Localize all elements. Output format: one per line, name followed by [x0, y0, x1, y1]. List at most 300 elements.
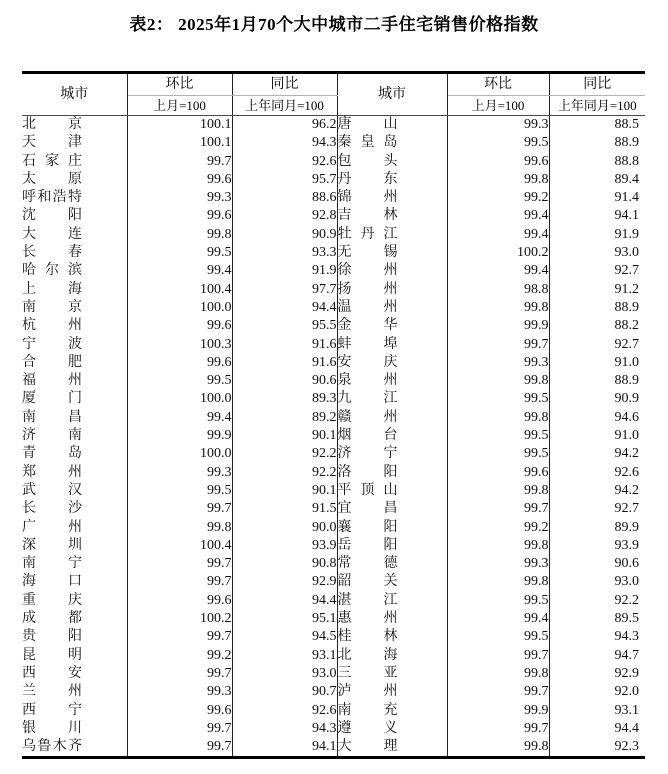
mom-cell: 100.2: [447, 244, 549, 262]
city-name: 南充: [337, 702, 398, 718]
mom-cell: 99.8: [447, 409, 549, 427]
city-name: 武汉: [22, 482, 82, 498]
city-name: 安庆: [337, 354, 398, 370]
yoy-cell: 88.9: [614, 299, 639, 315]
city-cell: [337, 317, 447, 335]
table-row: [22, 189, 645, 207]
table-row: [22, 226, 645, 244]
yoy-cell: 92.8: [232, 207, 337, 225]
yoy-cell: 91.9: [232, 262, 337, 280]
city-name: 平顶山: [337, 482, 398, 498]
city-name: 大连: [22, 226, 82, 242]
header-yoy-right: 同比: [549, 73, 645, 96]
table-row: [22, 464, 645, 482]
yoy-cell: 88.8: [614, 153, 639, 169]
mom-cell: 99.5: [127, 244, 232, 262]
city-name: 呼和浩特: [22, 190, 82, 206]
mom-cell: 99.4: [447, 262, 549, 280]
city-cell: [337, 702, 447, 720]
mom-cell: 99.7: [127, 738, 232, 758]
table-row: [22, 445, 645, 463]
city-name: 襄阳: [337, 519, 398, 535]
city-name: 福州: [22, 373, 82, 389]
yoy-cell: 91.0: [614, 428, 639, 444]
city-cell: [337, 445, 447, 463]
city-name: 赣州: [337, 409, 398, 425]
yoy-cell: 88.6: [232, 189, 337, 207]
city-name: 湛江: [337, 592, 398, 608]
table-row: [22, 555, 645, 573]
mom-cell: 100.1: [127, 134, 232, 152]
city-cell: [337, 226, 447, 244]
city-cell: [337, 519, 447, 537]
city-name: 扬州: [337, 281, 398, 297]
header-yoy-base-right: 上年同月=100: [549, 96, 645, 116]
yoy-cell: 95.7: [232, 171, 337, 189]
city-cell: [22, 189, 127, 207]
table-row: [22, 519, 645, 537]
table-row: [22, 573, 645, 591]
yoy-cell: 89.4: [614, 171, 639, 187]
yoy-cell: 95.5: [232, 317, 337, 335]
yoy-cell: 94.4: [232, 299, 337, 317]
city-cell: [337, 171, 447, 189]
mom-cell: 99.5: [447, 134, 549, 152]
mom-cell: 100.0: [127, 299, 232, 317]
table-body: [22, 116, 645, 758]
yoy-cell: 93.3: [232, 244, 337, 262]
header-mom-base-left: 上月=100: [127, 96, 232, 116]
city-name: 宜昌: [337, 501, 398, 517]
city-cell: [22, 317, 127, 335]
mom-cell: 99.3: [447, 354, 549, 372]
city-cell: [337, 500, 447, 518]
yoy-cell: 94.6: [614, 409, 639, 425]
city-name: 遵义: [337, 720, 398, 736]
table-row: [22, 720, 645, 738]
yoy-cell: 91.0: [614, 354, 639, 370]
yoy-cell: 91.6: [232, 336, 337, 354]
table-row: [22, 647, 645, 665]
header-yoy-left: 同比: [232, 73, 337, 96]
mom-cell: 99.5: [127, 372, 232, 390]
city-cell: [22, 299, 127, 317]
city-name: 合肥: [22, 354, 82, 370]
city-name: 深圳: [22, 537, 82, 553]
mom-cell: 99.8: [447, 299, 549, 317]
city-name: 上海: [22, 281, 82, 297]
city-name: 大理: [337, 739, 398, 755]
city-cell: [337, 262, 447, 280]
mom-cell: 99.9: [447, 317, 549, 335]
city-cell: [337, 134, 447, 152]
table-row: [22, 244, 645, 262]
city-cell: [22, 427, 127, 445]
city-name: 韶关: [337, 574, 398, 590]
yoy-cell: 94.2: [614, 446, 639, 462]
mom-cell: 99.6: [127, 354, 232, 372]
table-row: [22, 409, 645, 427]
city-name: 杭州: [22, 318, 82, 334]
mom-cell: 100.3: [127, 336, 232, 354]
city-cell: [337, 189, 447, 207]
mom-cell: 99.5: [447, 427, 549, 445]
mom-cell: 99.5: [447, 390, 549, 408]
city-name: 石家庄: [22, 153, 82, 169]
city-cell: [337, 153, 447, 171]
city-name: 宁波: [22, 336, 82, 352]
mom-cell: 99.8: [127, 519, 232, 537]
yoy-cell: 89.2: [232, 409, 337, 427]
city-cell: [22, 281, 127, 299]
header-row-measures: [22, 73, 645, 96]
mom-cell: 99.6: [127, 317, 232, 335]
table-row: [22, 610, 645, 628]
city-name: 桂林: [337, 629, 398, 645]
city-name: 兰州: [22, 684, 82, 700]
table-row: [22, 592, 645, 610]
yoy-cell: 92.9: [232, 573, 337, 591]
city-cell: [337, 592, 447, 610]
table-title: 表2： 2025年1月70个大中城市二手住宅销售价格指数: [129, 15, 539, 34]
city-name: 乌鲁木齐: [22, 739, 82, 755]
city-name: 北海: [337, 647, 398, 663]
mom-cell: 99.3: [127, 683, 232, 701]
city-name: 银川: [22, 720, 82, 736]
yoy-cell: 90.7: [232, 683, 337, 701]
mom-cell: 99.8: [447, 665, 549, 683]
mom-cell: 99.6: [127, 702, 232, 720]
city-name: 南昌: [22, 409, 82, 425]
mom-cell: 99.7: [127, 573, 232, 591]
mom-cell: 99.8: [447, 573, 549, 591]
city-cell: [22, 390, 127, 408]
header-city-right: 城市: [337, 73, 447, 116]
yoy-cell: 89.3: [232, 390, 337, 408]
city-cell: [337, 482, 447, 500]
city-name: 长沙: [22, 501, 82, 517]
mom-cell: 99.5: [127, 482, 232, 500]
city-cell: [337, 573, 447, 591]
table-row: [22, 683, 645, 701]
city-cell: [337, 207, 447, 225]
city-name: 南宁: [22, 556, 82, 572]
city-cell: [22, 134, 127, 152]
yoy-cell: 94.3: [232, 720, 337, 738]
yoy-cell: 93.0: [232, 665, 337, 683]
yoy-cell: 90.9: [232, 226, 337, 244]
yoy-cell: 92.2: [614, 592, 639, 608]
header-city-left: 城市: [22, 73, 127, 116]
table-header: [22, 73, 645, 116]
city-name: 包头: [337, 153, 398, 169]
city-cell: [337, 390, 447, 408]
city-name: 洛阳: [337, 464, 398, 480]
city-name: 泉州: [337, 373, 398, 389]
city-name: 唐山: [337, 117, 398, 132]
city-name: 郑州: [22, 464, 82, 480]
mom-cell: 99.9: [447, 702, 549, 720]
mom-cell: 99.8: [447, 738, 549, 758]
city-cell: [337, 336, 447, 354]
city-cell: [337, 610, 447, 628]
yoy-cell: 95.1: [232, 610, 337, 628]
yoy-cell: 90.0: [232, 519, 337, 537]
yoy-cell: 92.6: [232, 702, 337, 720]
yoy-cell: 92.6: [614, 464, 639, 480]
table-row: [22, 537, 645, 555]
city-cell: [337, 665, 447, 683]
mom-cell: 99.7: [127, 500, 232, 518]
city-cell: [22, 482, 127, 500]
yoy-cell: 94.3: [232, 134, 337, 152]
yoy-cell: 90.1: [232, 482, 337, 500]
city-name: 贵阳: [22, 629, 82, 645]
city-cell: [22, 555, 127, 573]
city-cell: [337, 683, 447, 701]
yoy-cell: 91.2: [614, 281, 639, 297]
mom-cell: 99.7: [127, 628, 232, 646]
yoy-cell: 92.2: [232, 464, 337, 482]
mom-cell: 99.3: [127, 464, 232, 482]
mom-cell: 99.9: [127, 427, 232, 445]
yoy-cell: 92.7: [614, 263, 639, 279]
city-name: 烟台: [337, 428, 398, 444]
table-row: [22, 299, 645, 317]
mom-cell: 99.3: [447, 116, 549, 135]
city-cell: [337, 244, 447, 262]
city-cell: [22, 354, 127, 372]
city-name: 无锡: [337, 245, 398, 261]
city-name: 西安: [22, 665, 82, 681]
city-name: 岳阳: [337, 537, 398, 553]
mom-cell: 99.8: [447, 372, 549, 390]
yoy-cell: 93.0: [614, 245, 639, 261]
city-name: 南京: [22, 299, 82, 315]
city-cell: [337, 738, 447, 758]
mom-cell: 99.6: [127, 207, 232, 225]
city-name: 徐州: [337, 263, 398, 279]
yoy-cell: 94.3: [614, 629, 639, 645]
table-row: [22, 317, 645, 335]
mom-cell: 99.6: [447, 153, 549, 171]
city-cell: [22, 720, 127, 738]
table-row: [22, 134, 645, 152]
yoy-cell: 88.2: [614, 318, 639, 334]
mom-cell: 100.1: [127, 116, 232, 135]
city-name: 泸州: [337, 684, 398, 700]
yoy-cell: 89.5: [614, 611, 639, 627]
mom-cell: 99.2: [127, 647, 232, 665]
yoy-cell: 90.8: [232, 555, 337, 573]
city-name: 济宁: [337, 446, 398, 462]
yoy-cell: 93.1: [614, 702, 639, 718]
table-row: [22, 153, 645, 171]
city-cell: [22, 592, 127, 610]
mom-cell: 100.0: [127, 445, 232, 463]
city-cell: [22, 207, 127, 225]
table-row: [22, 482, 645, 500]
city-cell: [337, 372, 447, 390]
city-cell: [337, 628, 447, 646]
city-name: 沈阳: [22, 208, 82, 224]
table-row: [22, 372, 645, 390]
header-mom-right: 环比: [447, 73, 549, 96]
yoy-cell: 91.9: [614, 226, 639, 242]
city-name: 蚌埠: [337, 336, 398, 352]
table-row: [22, 207, 645, 225]
yoy-cell: 92.7: [614, 336, 639, 352]
mom-cell: 99.6: [447, 464, 549, 482]
mom-cell: 100.0: [127, 390, 232, 408]
mom-cell: 99.7: [127, 665, 232, 683]
city-name: 成都: [22, 611, 82, 627]
mom-cell: 99.8: [447, 482, 549, 500]
city-cell: [22, 702, 127, 720]
city-name: 海口: [22, 574, 82, 590]
yoy-cell: 94.1: [614, 208, 639, 224]
city-cell: [22, 409, 127, 427]
city-cell: [22, 372, 127, 390]
table-row: [22, 281, 645, 299]
yoy-cell: 94.7: [614, 647, 639, 663]
mom-cell: 99.7: [447, 336, 549, 354]
mom-cell: 99.7: [447, 647, 549, 665]
mom-cell: 99.7: [447, 683, 549, 701]
mom-cell: 99.6: [127, 171, 232, 189]
city-cell: [22, 665, 127, 683]
mom-cell: 100.4: [127, 537, 232, 555]
city-cell: [337, 537, 447, 555]
city-cell: [337, 720, 447, 738]
mom-cell: 99.7: [447, 500, 549, 518]
mom-cell: 99.2: [447, 189, 549, 207]
city-cell: [337, 427, 447, 445]
header-mom-left: 环比: [127, 73, 232, 96]
city-cell: [22, 738, 127, 758]
yoy-cell: 92.0: [614, 684, 639, 700]
yoy-cell: 92.6: [232, 153, 337, 171]
city-cell: [22, 244, 127, 262]
city-cell: [22, 464, 127, 482]
city-cell: [22, 171, 127, 189]
mom-cell: 99.8: [127, 226, 232, 244]
yoy-cell: 96.2: [232, 116, 337, 135]
mom-cell: 100.4: [127, 281, 232, 299]
city-cell: [22, 519, 127, 537]
city-cell: [22, 116, 127, 135]
city-name: 长春: [22, 245, 82, 261]
city-name: 昆明: [22, 647, 82, 663]
city-cell: [22, 153, 127, 171]
table-row: [22, 500, 645, 518]
city-cell: [22, 262, 127, 280]
city-name: 广州: [22, 519, 82, 535]
yoy-cell: 92.7: [614, 501, 639, 517]
mom-cell: 99.5: [447, 445, 549, 463]
table-row: [22, 390, 645, 408]
yoy-cell: 91.5: [232, 500, 337, 518]
city-name: 温州: [337, 299, 398, 315]
city-cell: [337, 281, 447, 299]
city-name: 秦皇岛: [337, 135, 398, 151]
mom-cell: 99.4: [447, 226, 549, 244]
yoy-cell: 93.9: [614, 537, 639, 553]
mom-cell: 99.7: [447, 720, 549, 738]
mom-cell: 99.2: [447, 519, 549, 537]
table-row: [22, 171, 645, 189]
city-name: 吉林: [337, 208, 398, 224]
mom-cell: 99.5: [447, 628, 549, 646]
yoy-cell: 90.6: [232, 372, 337, 390]
yoy-cell: 94.2: [614, 482, 639, 498]
yoy-cell: 88.9: [614, 135, 639, 151]
mom-cell: 99.4: [447, 610, 549, 628]
city-cell: [337, 409, 447, 427]
mom-cell: 100.2: [127, 610, 232, 628]
city-cell: [22, 336, 127, 354]
city-cell: [22, 226, 127, 244]
city-cell: [22, 573, 127, 591]
header-mom-base-right: 上月=100: [447, 96, 549, 116]
city-cell: [22, 628, 127, 646]
city-cell: [22, 445, 127, 463]
yoy-cell: 89.9: [614, 519, 639, 535]
table-row: [22, 336, 645, 354]
city-name: 哈尔滨: [22, 263, 82, 279]
city-name: 三亚: [337, 665, 398, 681]
yoy-cell: 90.9: [614, 391, 639, 407]
mom-cell: 99.8: [447, 537, 549, 555]
mom-cell: 99.5: [447, 592, 549, 610]
price-index-table: [22, 71, 645, 759]
table-row: [22, 702, 645, 720]
city-cell: [22, 537, 127, 555]
city-cell: [337, 299, 447, 317]
header-yoy-base-left: 上年同月=100: [232, 96, 337, 116]
yoy-cell: 92.9: [614, 665, 639, 681]
mom-cell: 99.7: [127, 555, 232, 573]
city-name: 常德: [337, 556, 398, 572]
table-row: [22, 665, 645, 683]
yoy-cell: 91.4: [614, 190, 639, 206]
table-row: [22, 427, 645, 445]
city-name: 太原: [22, 171, 82, 187]
mom-cell: 99.4: [127, 409, 232, 427]
yoy-cell: 93.1: [232, 647, 337, 665]
yoy-cell: 88.9: [614, 373, 639, 389]
yoy-cell: 94.1: [232, 738, 337, 758]
city-cell: [337, 464, 447, 482]
table-row: [22, 262, 645, 280]
city-name: 北京: [22, 117, 82, 132]
yoy-cell: 92.2: [232, 445, 337, 463]
mom-cell: 99.6: [127, 592, 232, 610]
city-cell: [22, 500, 127, 518]
mom-cell: 99.8: [447, 171, 549, 189]
city-cell: [337, 647, 447, 665]
yoy-cell: 88.5: [614, 117, 639, 132]
city-name: 西宁: [22, 702, 82, 718]
table-row: [22, 628, 645, 646]
city-cell: [337, 116, 447, 135]
yoy-cell: 93.0: [614, 574, 639, 590]
city-name: 天津: [22, 135, 82, 151]
city-name: 九江: [337, 391, 398, 407]
city-cell: [22, 610, 127, 628]
mom-cell: 99.7: [127, 153, 232, 171]
city-name: 厦门: [22, 391, 82, 407]
